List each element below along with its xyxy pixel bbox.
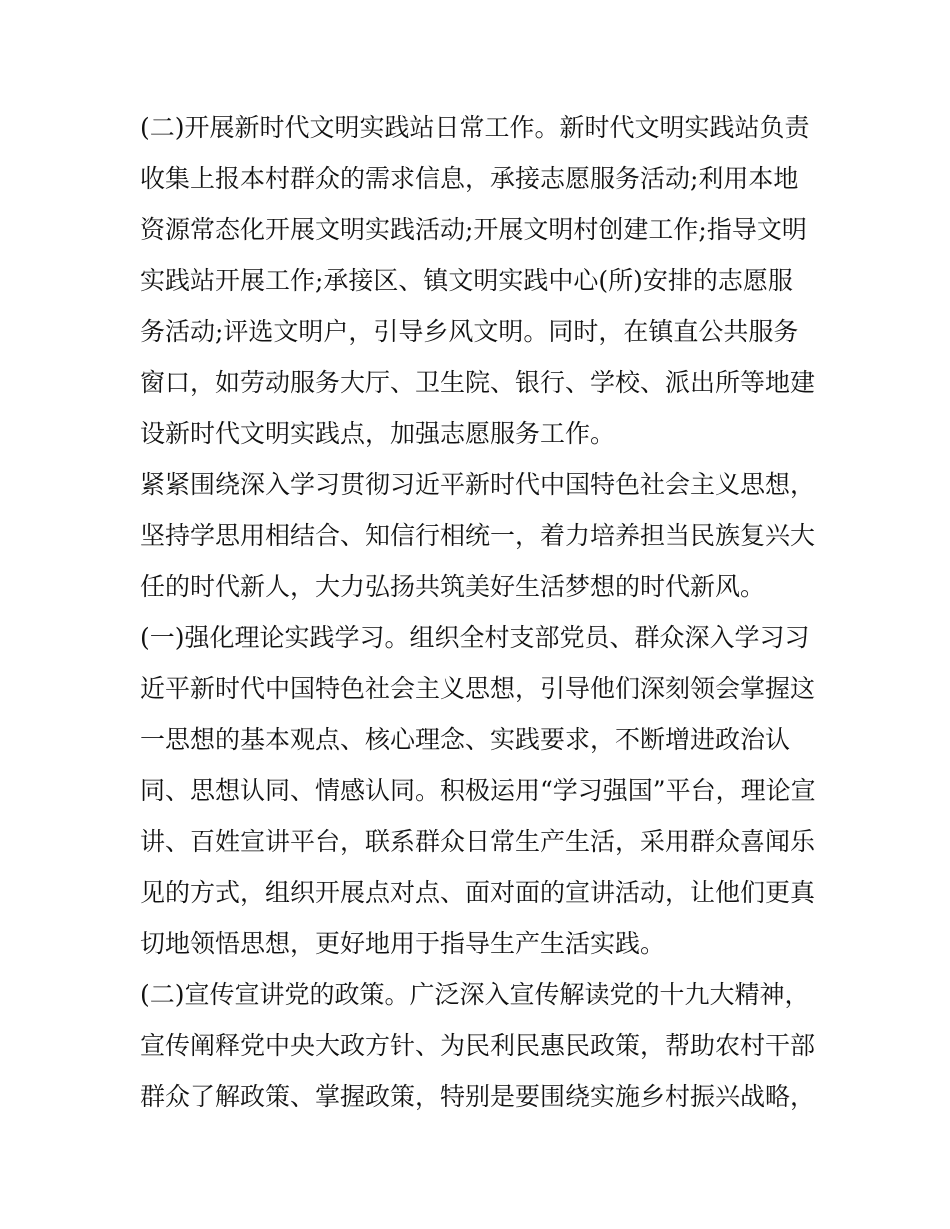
text-line: 群众了解政策、掌握政策，特别是要围绕实施乡村振兴战略，	[140, 1082, 816, 1111]
text-line: (二)宣传宣讲党的政策。广泛深入宣传解读党的十九大精神，	[140, 980, 810, 1009]
text-line: 坚持学思用相结合、知信行相统一，着力培养担当民族复兴大	[140, 521, 816, 550]
text-line: 切地领悟思想，更好地用于指导生产生活实践。	[140, 929, 666, 958]
text-line: 设新时代文明实践点，加强志愿服务工作。	[140, 419, 616, 448]
text-line: 务活动;评选文明户，引导乡风文明。同时，在镇直公共服务	[140, 317, 799, 346]
text-line: 紧紧围绕深入学习贯彻习近平新时代中国特色社会主义思想，	[140, 470, 816, 499]
text-line: 一思想的基本观点、核心理念、实践要求，不断增进政治认	[140, 725, 791, 754]
text-line: 收集上报本村群众的需求信息，承接志愿服务活动;利用本地	[140, 164, 799, 193]
text-line: 近平新时代中国特色社会主义思想，引导他们深刻领会掌握这	[140, 674, 816, 703]
text-line: 窗口，如劳动服务大厅、卫生院、银行、学校、派出所等地建	[140, 368, 816, 397]
document-body	[140, 102, 820, 1122]
text-line: (二)开展新时代文明实践站日常工作。新时代文明实践站负责	[140, 113, 810, 142]
text-line: 实践站开展工作;承接区、镇文明实践中心(所)安排的志愿服	[140, 266, 793, 295]
text-line: 见的方式，组织开展点对点、面对面的宣讲活动，让他们更真	[140, 878, 816, 907]
text-line: 任的时代新人，大力弘扬共筑美好生活梦想的时代新风。	[140, 572, 766, 601]
text-line: 同、思想认同、情感认同。积极运用“学习强国”平台，理论宣	[140, 776, 816, 805]
text-line: 资源常态化开展文明实践活动;开展文明村创建工作;指导文明	[140, 215, 807, 244]
text-line: 讲、百姓宣讲平台，联系群众日常生产生活，采用群众喜闻乐	[140, 827, 816, 856]
text-line: (一)强化理论实践学习。组织全村支部党员、群众深入学习习	[140, 623, 810, 652]
text-line: 宣传阐释党中央大政方针、为民利民惠民政策，帮助农村干部	[140, 1031, 816, 1060]
